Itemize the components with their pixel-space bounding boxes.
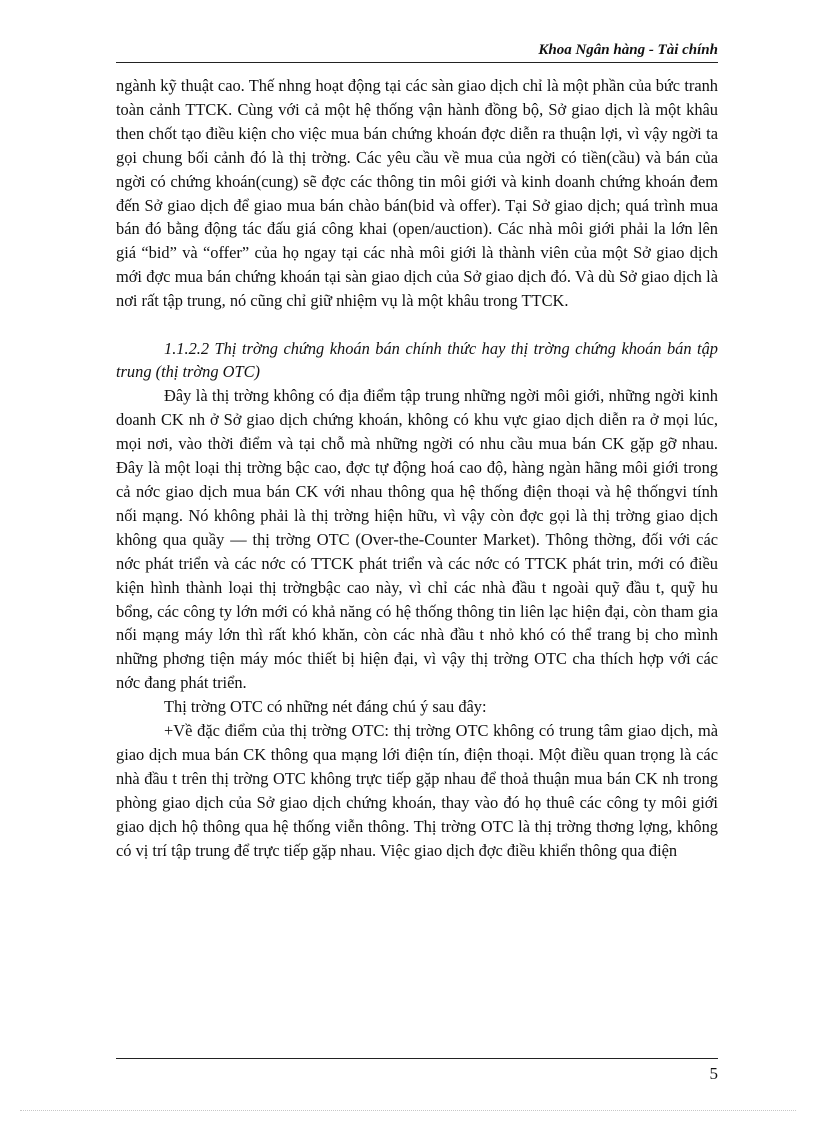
footer-divider	[116, 1058, 718, 1059]
page-number: 5	[709, 1064, 718, 1083]
document-body	[116, 74, 718, 863]
page-header	[116, 40, 718, 63]
paragraph-otc-definition: Đây là thị trờng không có địa điểm tập trung những ngời môi giới, những ngời kinh doanh CK nh ở Sở giao dịch chứng khoán, không có khu vực giao dịch diễn ra ở mọi lúc, mọi nơi, vào thời điểm và tại chỗ mà những ngời có nhu cầu mua bán CK gặp gỡ nhau. Đây là một loại thị trờng bậc cao, đợc tự động hoá cao độ, hàng ngàn hãng môi giới trong cả nớc giao dịch mua bán CK với nhau thông qua hệ thống điện thoại và hệ thốngvi tính nối mạng. Nó không phải là thị trờng hiện hữu, vì vậy còn đợc gọi là thị trờng giao dịch không qua quầy — thị trờng OTC (Over-the-Counter Market). Thông thờng, đối với các nớc phát triển và các nớc có TTCK phát triển và các nớc có TTCK phát trin, mới có điều kiện hình thành loại thị trờngbậc cao này, vì chỉ các nhà đầu t ngoài quỹ đầu t, quỹ hu bổng, các công ty lớn mới có khả năng có hệ thống thông tin liên lạc hiện đại, còn tham gia nối mạng máy lớn thì rất khó khăn, còn các nhà đầu t nhỏ khó có thể trang bị cho mình những phơng tiện máy móc thiết bị hiện đại, vì vậy thị trờng OTC cha thích hợp với các nớc đang phát triển.	[116, 386, 718, 693]
header-title: Khoa Ngân hàng - Tài chính	[538, 42, 718, 58]
paragraph-otc-features-intro: Thị trờng OTC có những nét đáng chú ý sau đây:	[164, 697, 487, 717]
page-edge-dotted-line	[20, 1110, 796, 1111]
paragraph-sau-giao-dich: ngành kỹ thuật cao. Thế nhng hoạt động tại các sàn giao dịch chỉ là một phần của bức tranh toàn cảnh TTCK. Cùng với cả một hệ thống vận hành đồng bộ, Sở giao dịch là một khâu then chốt tạo điều kiện cho việc mua bán chứng khoán đợc diễn ra thuận lợi, vì vậy ngời ta gọi chung bối cảnh đó là thị trờng. Các yêu cầu về mua của ngời có tiền(cầu) và bán của ngời có chứng khoán(cung) sẽ đợc các thông tin môi giới và kinh doanh chứng khoán đem đến Sở giao dịch để giao mua bán chào bán(bid và offer). Tại Sở giao dịch; quá trình mua bán đó bằng động tác đấu giá công khai (open/auction). Các nhà môi giới phải la lớn lên giá “bid” và “offer” của họ ngay tại các nhà môi giới là thành viên của một Sở giao dịch mới đợc mua bán chứng khoán tại sàn giao dịch của Sở giao dịch đó. Và dù Sở giao dịch là nơi rất tập trung, nó cũng chỉ giữ nhiệm vụ là một khâu trong TTCK.	[116, 76, 718, 311]
paragraph-otc-characteristics: +Về đặc điểm của thị trờng OTC: thị trờng OTC không có trung tâm giao dịch, mà giao dịch mua bán CK thông qua mạng lới điện tín, điện thoại. Một điều quan trọng là các nhà đầu t trên thị trờng OTC không trực tiếp gặp nhau để thoả thuận mua bán CK nh trong phòng giao dịch của Sở giao dịch chứng khoán, thay vào đó họ thuê các công ty môi giới giao dịch hộ thông qua hệ thống viễn thông. Thị trờng OTC là thị trờng thơng lợng, không có vị trí tập trung để trực tiếp gặp nhau. Việc giao dịch đợc điều khiển thông qua điện	[116, 721, 718, 860]
section-heading-otc: 1.1.2.2 Thị trờng chứng khoán bán chính thức hay thị trờng chứng khoán bán tập trung (thị trờng OTC)	[116, 338, 718, 382]
